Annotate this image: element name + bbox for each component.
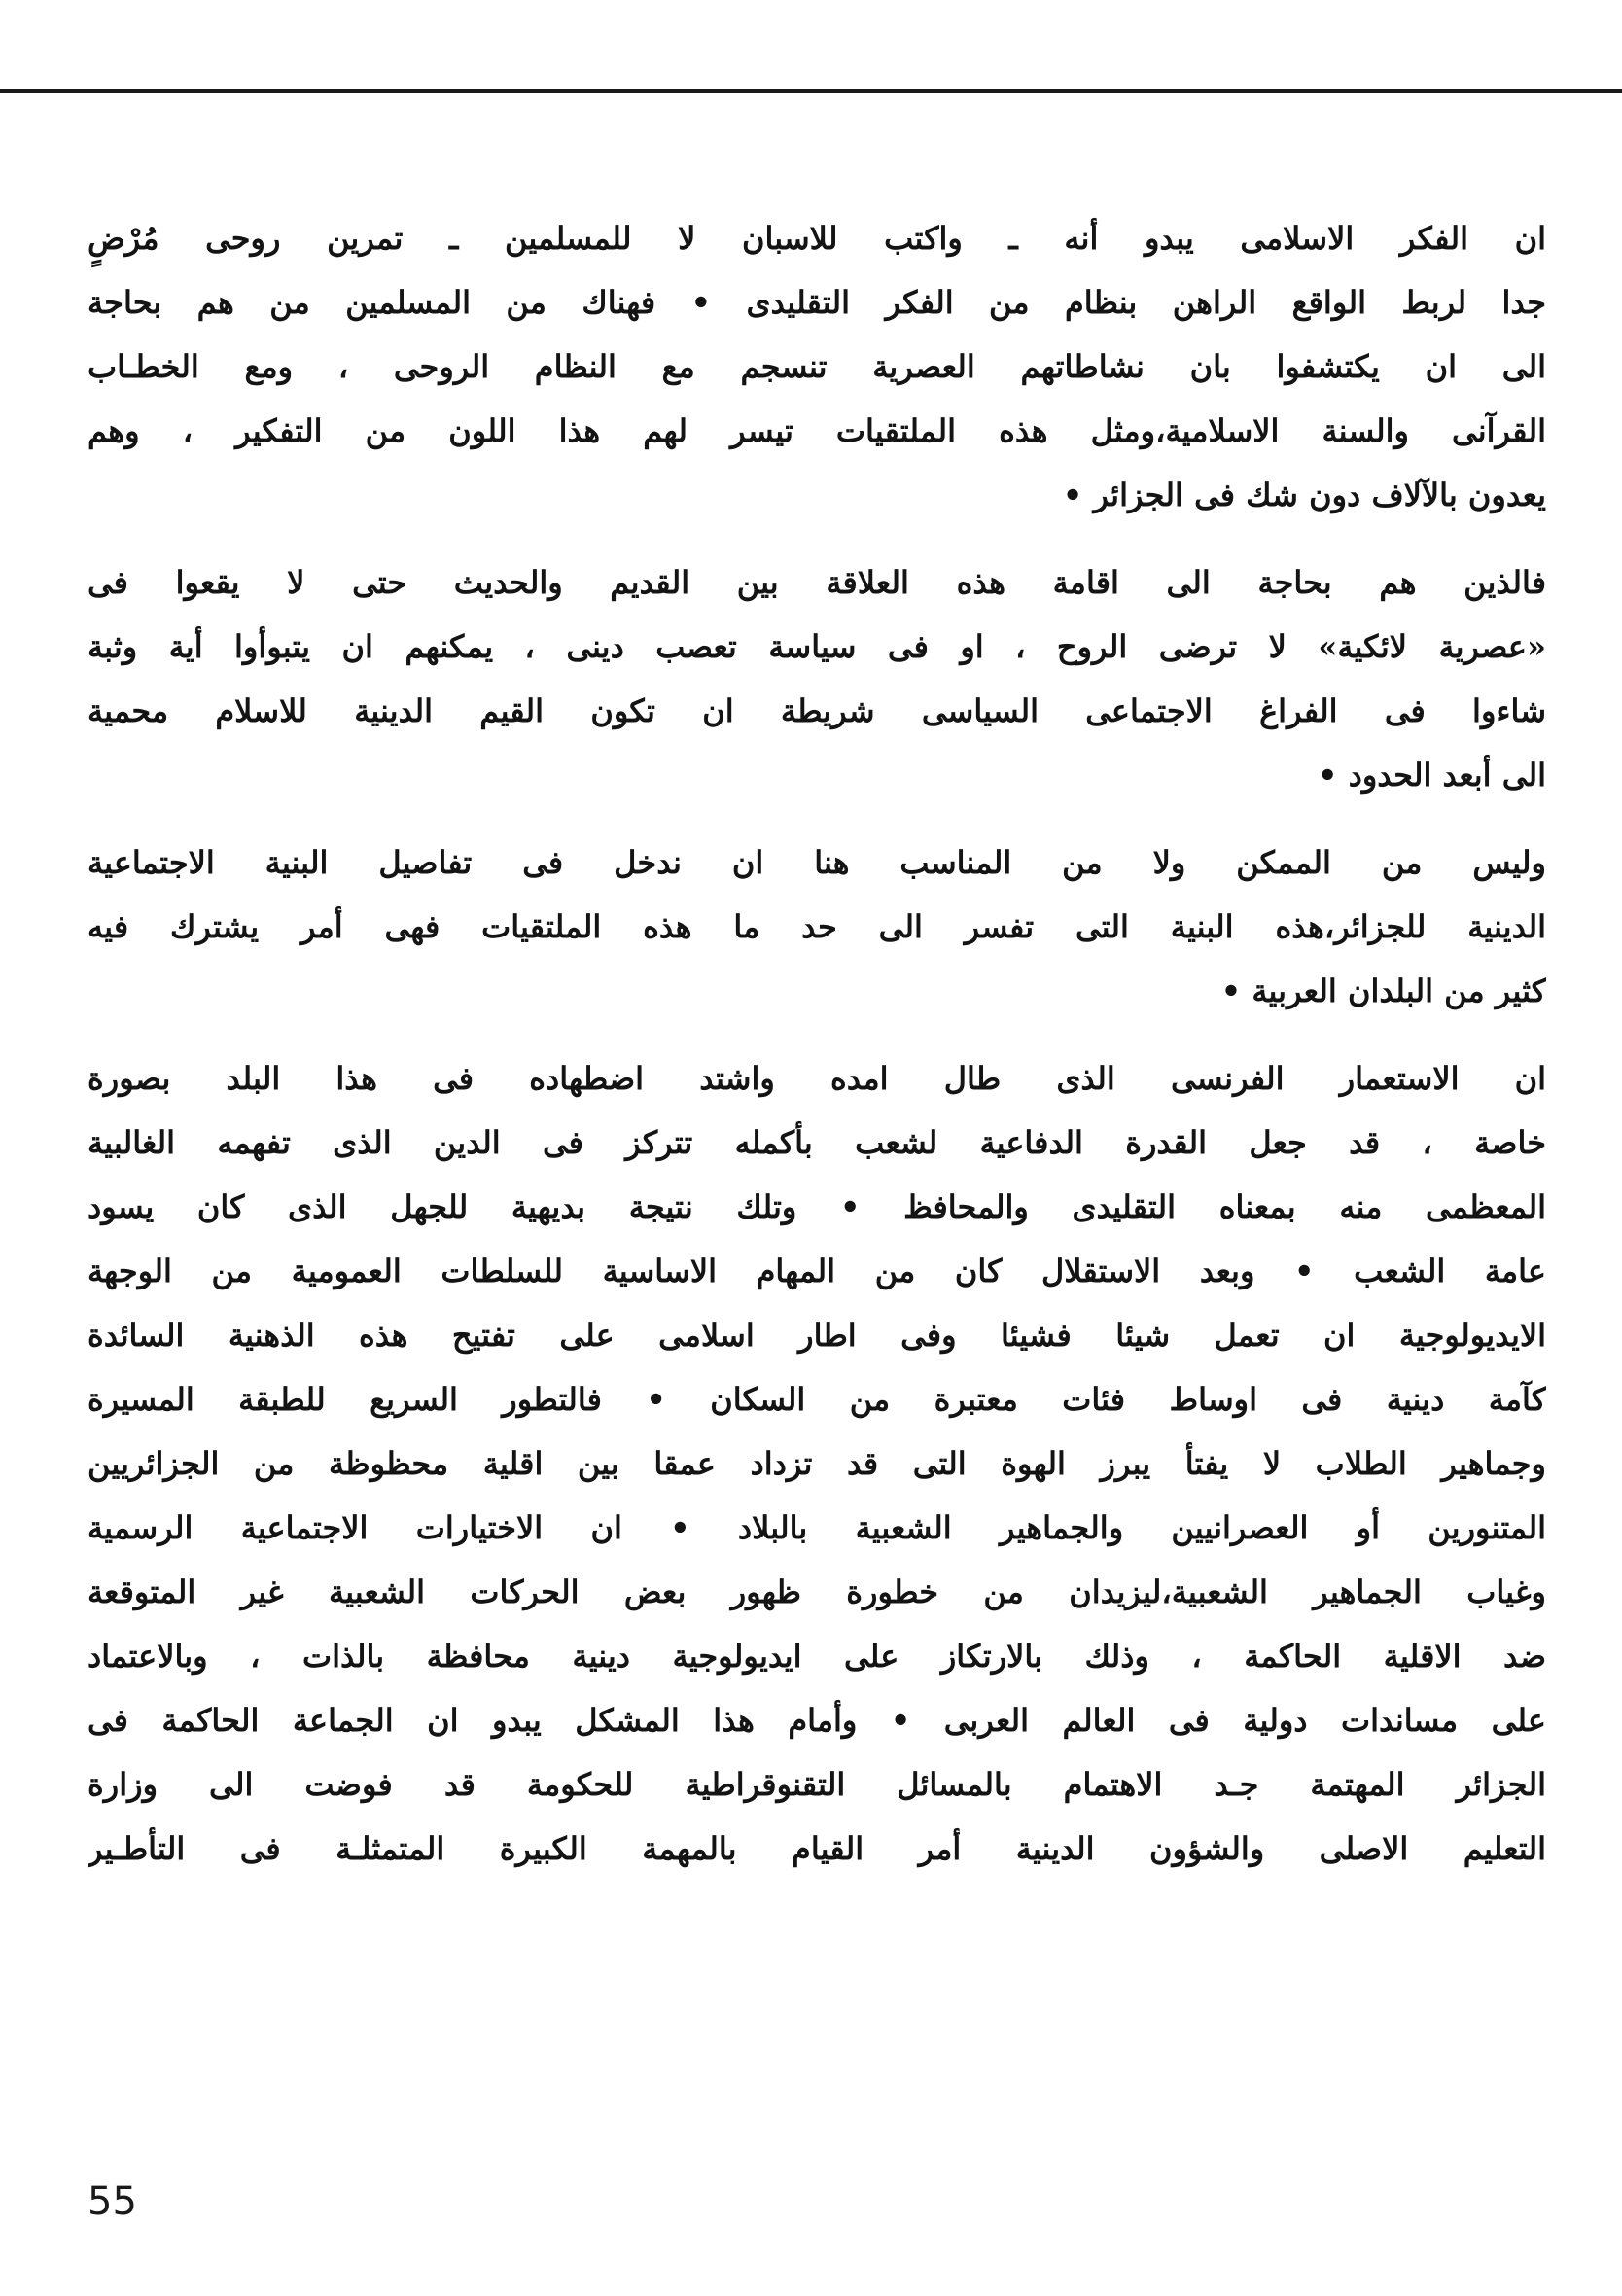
text-line: «عصرية لائكية» لا ترضى الروح ، او فى سياسة تعصب دينى ، يمكنهم ان يتبوأوا أية وثبة <box>88 628 1546 665</box>
text-line: جدا لربط الواقع الراهن بنظام من الفكر التقليدى • فهناك من المسلمين من هم بحاجة <box>88 284 1546 321</box>
text-line: الايديولوجية ان تعمل شيئا فشيئا وفى اطار اسلامى على تفتيح هذه الذهنية السائدة <box>88 1317 1546 1354</box>
text-line: الى ان يكتشفوا بان نشاطاتهم العصرية تنسجم مع النظام الروحى ، ومع الخطـاب <box>88 348 1546 385</box>
text-line: وليس من الممكن ولا من المناسب هنا ان ندخل فى تفاصيل البنية الاجتماعية <box>88 844 1546 881</box>
paragraph-2 <box>88 550 1546 807</box>
text-line: فالذين هم بحاجة الى اقامة هذه العلاقة بين القديم والحديث حتى لا يقعوا فى <box>88 564 1546 601</box>
text-line: المتنورين أو العصرانيين والجماهير الشعبية بالبلاد • ان الاختيارات الاجتماعية الرسمية <box>88 1509 1546 1546</box>
paragraph-4 <box>88 1046 1546 1881</box>
text-line: الدينية للجزائر،هذه البنية التى تفسر الى حد ما هذه الملتقيات فهى أمر يشترك فيه <box>88 908 1546 945</box>
text-line: التعليم الاصلى والشؤون الدينية أمر القيام بالمهمة الكبيرة المتمثلـة فى التأطـير <box>88 1830 1546 1867</box>
text-line: ان الاستعمار الفرنسى الذى طال امده واشتد اضطهاده فى هذا البلد بصورة <box>88 1060 1546 1097</box>
top-rule <box>0 89 1622 93</box>
text-line: كآمة دينية فى اوساط فئات معتبرة من السكان • فالتطور السريع للطبقة المسيرة <box>88 1381 1546 1418</box>
text-line: خاصة ، قد جعل القدرة الدفاعية لشعب بأكمله تتركز فى الدين الذى تفهمه الغالبية <box>88 1124 1546 1161</box>
paragraph-1 <box>88 206 1546 527</box>
text-line: يعدون بالآلاف دون شك فى الجزائر • <box>1062 477 1546 513</box>
body-text <box>88 206 1546 1881</box>
text-line: على مساندات دولية فى العالم العربى • وأمام هذا المشكل يبدو ان الجماعة الحاكمة فى <box>88 1702 1546 1739</box>
text-line: القرآنى والسنة الاسلامية،ومثل هذه الملتقيات تيسر لهم هذا اللون من التفكير ، وهم <box>88 412 1546 449</box>
text-line: الى أبعد الحدود • <box>1317 757 1546 794</box>
text-line: وغياب الجماهير الشعبية،ليزيدان من خطورة ظهور بعض الحركات الشعبية غير المتوقعة <box>88 1573 1546 1610</box>
text-line: المعظمى منه بمعناه التقليدى والمحافظ • وتلك نتيجة بديهية للجهل الذى كان يسود <box>88 1188 1546 1225</box>
text-line: عامة الشعب • وبعد الاستقلال كان من المهام الاساسية للسلطات العمومية من الوجهة <box>88 1253 1546 1289</box>
text-line: وجماهير الطلاب لا يفتأ يبرز الهوة التى قد تزداد عمقا بين اقلية محظوظة من الجزائريين <box>88 1445 1546 1482</box>
text-line: كثير من البلدان العربية • <box>1220 972 1546 1009</box>
text-line: ضد الاقلية الحاكمة ، وذلك بالارتكاز على ايديولوجية دينية محافظة بالذات ، وبالاعتماد <box>88 1638 1546 1675</box>
text-line: شاءوا فى الفراغ الاجتماعى السياسى شريطة ان تكون القيم الدينية للاسلام محمية <box>88 692 1546 729</box>
text-line: الجزائر المهتمة جـد الاهتمام بالمسائل التقنوقراطية للحكومة قد فوضت الى وزارة <box>88 1766 1546 1803</box>
page-number: 55 <box>88 2179 137 2224</box>
paragraph-3 <box>88 830 1546 1023</box>
text-line: ان الفكر الاسلامى يبدو أنه ـ واكتب للاسبان لا للمسلمين ـ تمرين روحى مُرْضٍ <box>88 220 1546 257</box>
